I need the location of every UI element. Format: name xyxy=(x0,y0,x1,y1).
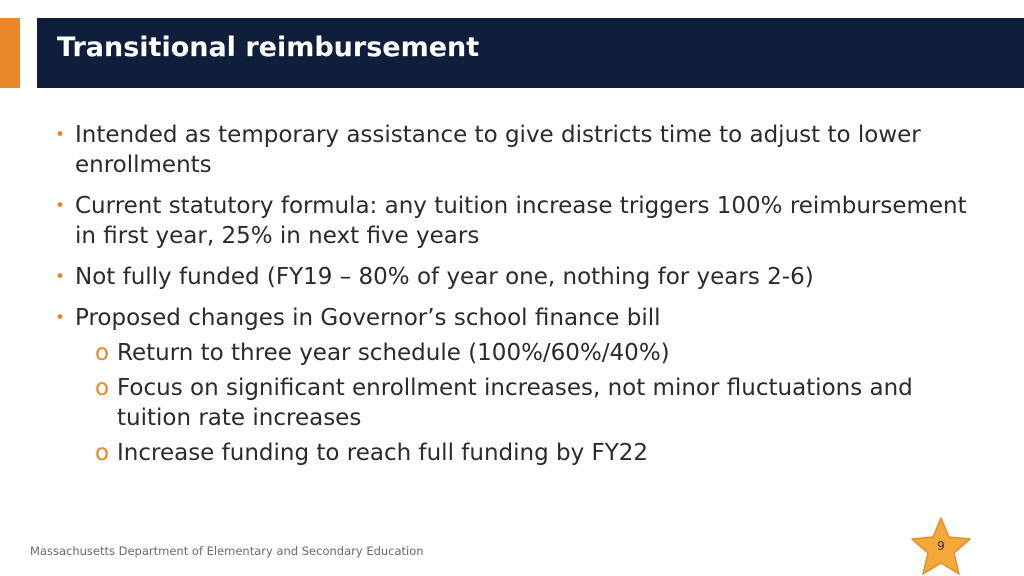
bullet-item xyxy=(52,303,987,333)
bullet-text: Proposed changes in Governor’s school finance bill xyxy=(75,305,661,331)
bullet-dot-icon: • xyxy=(55,267,66,287)
title-bar xyxy=(37,18,1024,88)
bullet-item xyxy=(52,191,987,251)
bullet-text: Current statutory formula: any tuition increase triggers 100% reimbursement in first year, 25% in next five years xyxy=(75,193,967,249)
bullet-dot-icon: • xyxy=(55,196,66,216)
sub-bullet-item xyxy=(52,373,987,433)
bullet-text: Not fully funded (FY19 – 80% of year one, nothing for years 2-6) xyxy=(75,264,814,290)
bullet-dot-icon: • xyxy=(55,125,66,145)
bullet-dot-icon: • xyxy=(55,308,66,328)
circle-o-icon: o xyxy=(95,375,110,401)
footer-organization: Massachusetts Department of Elementary and Secondary Education xyxy=(30,544,424,558)
circle-o-icon: o xyxy=(95,440,110,466)
sub-bullet-item xyxy=(52,438,987,468)
sub-bullet-text: Increase funding to reach full funding by FY22 xyxy=(117,440,649,466)
sub-bullet-list xyxy=(52,338,987,468)
slide-title: Transitional reimbursement xyxy=(57,32,480,63)
circle-o-icon: o xyxy=(95,340,110,366)
sub-bullet-text: Return to three year schedule (100%/60%/40%) xyxy=(117,340,670,366)
slide-content xyxy=(52,120,987,468)
bullet-text: Intended as temporary assistance to give districts time to adjust to lower enrollments xyxy=(75,122,921,178)
bullet-item xyxy=(52,262,987,292)
title-accent-bar xyxy=(0,18,20,88)
sub-bullet-item xyxy=(52,338,987,368)
sub-bullet-text: Focus on significant enrollment increases, not minor fluctuations and tuition rate increases xyxy=(117,375,913,431)
bullet-item xyxy=(52,120,987,180)
page-number: 9 xyxy=(937,539,945,553)
